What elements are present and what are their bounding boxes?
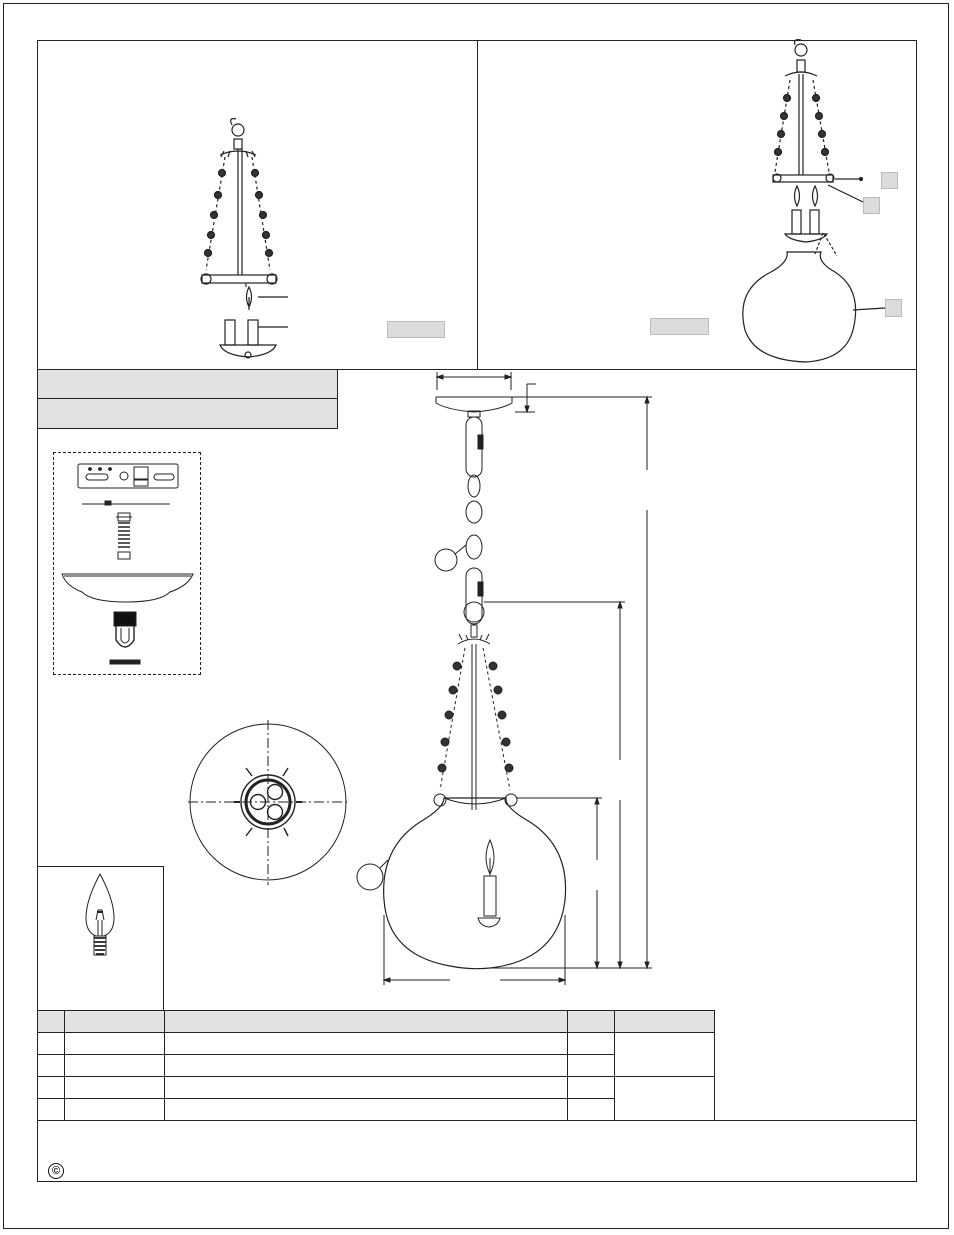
table-row [38,1099,715,1121]
table-cell [165,1099,568,1121]
candle-bulb-icon [247,287,252,310]
table-cell [65,1077,165,1099]
header-cell-no [38,1011,65,1033]
step-label-left [387,321,445,338]
table-cell [38,1055,65,1077]
table-cell [38,1077,65,1099]
table-cell [65,1033,165,1055]
table-row [38,1077,715,1099]
table-cell [165,1077,568,1099]
assembly-step-right-drawing [735,40,915,365]
header-cell-description [165,1011,568,1033]
table-cell [38,1033,65,1055]
top-panel-divider [477,40,478,370]
assembly-step-left-drawing [180,115,300,365]
table-row [38,1055,715,1077]
main-elevation-drawing [340,370,670,985]
table-cell [568,1055,615,1077]
top-view-drawing [188,720,348,885]
mounting-plate-icon [78,464,178,488]
bulb-drawing [80,870,120,970]
table-cell [568,1033,615,1055]
parts-table-header-row [38,1011,715,1033]
canopy-icon [436,397,512,417]
eye-hook-icon [232,124,244,136]
table-row [38,1033,715,1055]
title-bar-2 [37,398,338,429]
table-cell [568,1099,615,1121]
title-bar-1 [37,369,338,399]
table-cell [568,1077,615,1099]
chain-icon [464,417,484,624]
header-cell-qty [568,1011,615,1033]
swivel-loop-icon [110,612,140,664]
table-cell-merged [615,1077,715,1121]
copyright-icon: © [48,1163,64,1179]
threaded-nipple-icon [116,513,132,559]
glass-shade-icon [384,798,566,969]
candle-bulb-icon [86,874,114,955]
hardware-kit-drawing [60,460,195,670]
table-cell [65,1055,165,1077]
glass-shade-icon [743,252,856,362]
step-label-right [650,318,709,335]
header-cell-part [65,1011,165,1033]
table-cell [38,1099,65,1121]
table-cell [165,1033,568,1055]
table-cell [65,1099,165,1121]
header-cell-notes [615,1011,715,1033]
parts-table [37,1010,715,1121]
table-cell [165,1055,568,1077]
table-cell-merged [615,1033,715,1077]
